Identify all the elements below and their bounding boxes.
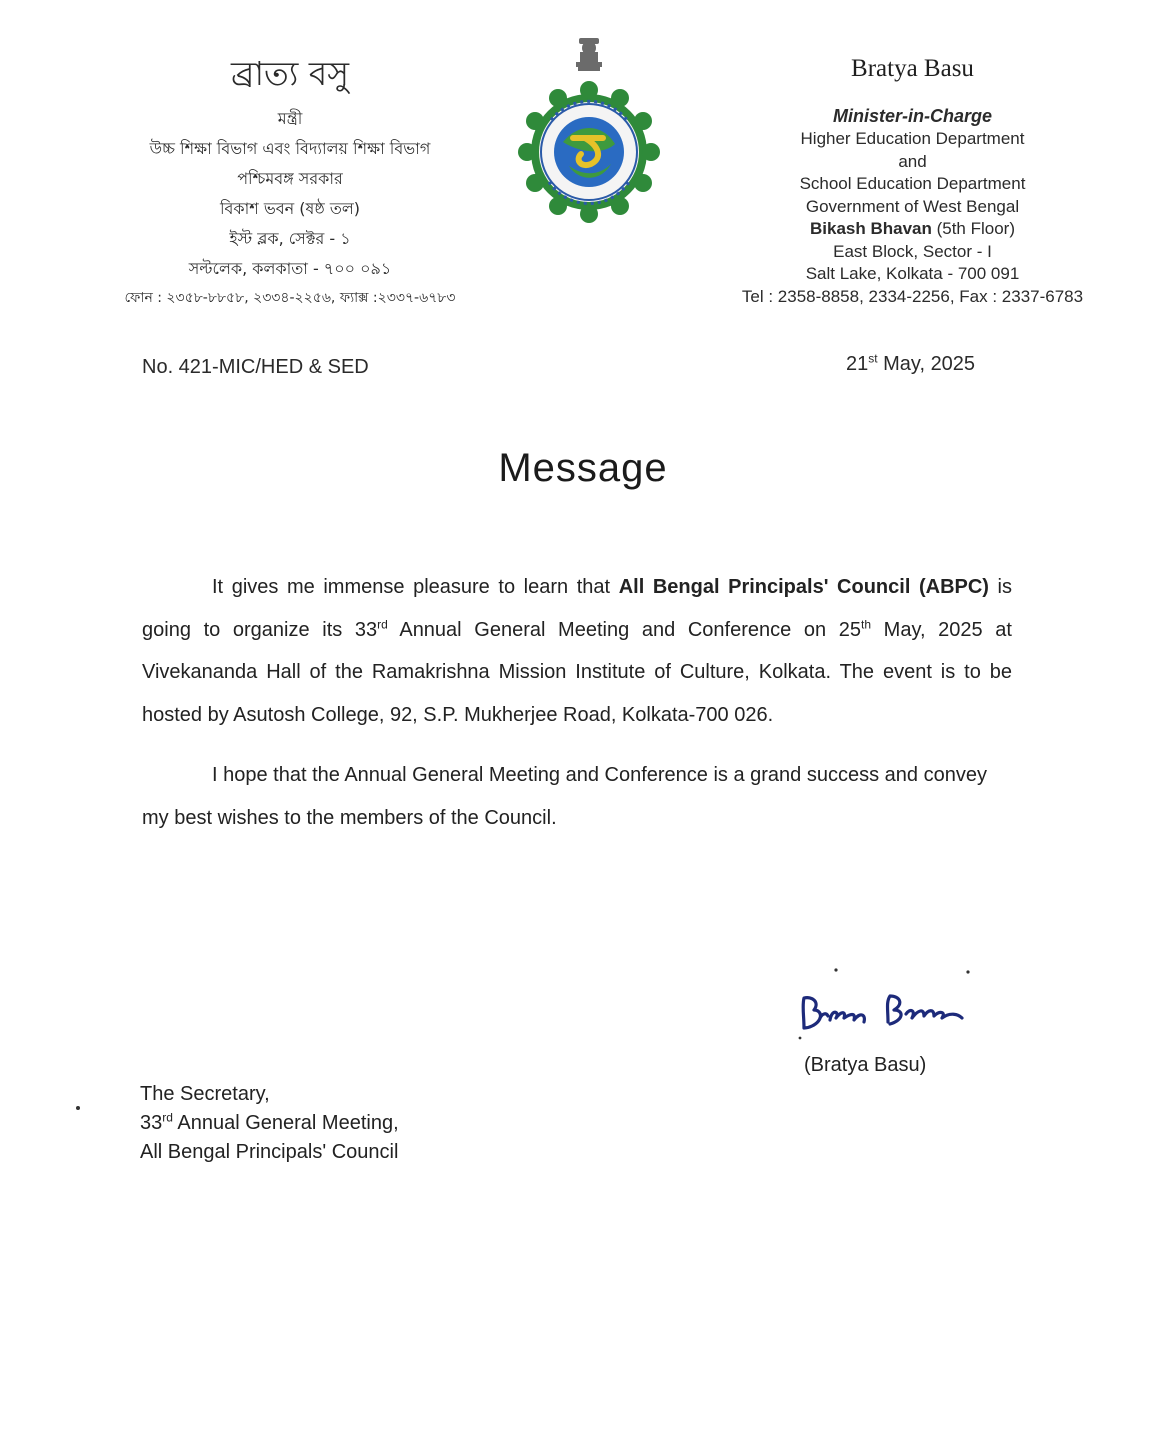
addressee-line-3: All Bengal Principals' Council [140,1141,399,1163]
handwritten-signature [790,962,980,1042]
paragraph-2: I hope that the Annual General Meeting and Conference is a grand success and convey my best wishes to the members of the Council. [142,764,987,829]
addressee-line-1: The Secretary, [140,1083,270,1105]
organization-name: All Bengal Principals' Council (ABPC) [618,576,989,598]
dept-and: and [898,151,927,171]
letterhead-bengali [60,52,520,312]
minister-title: Minister-in-Charge [832,106,992,126]
dept-school-education: School Education Department [799,174,1026,193]
bn-block: ইস্ট ব্লক, সেক্টর - ১ [229,229,351,248]
emblem [518,34,660,224]
p1-text-d: May, 2025 at Vivekananda Hall of the Ramakrishna Mission Institute of Culture, Kolkata. The event is to be hosted by Asutosh College, 92, S.P. Mukherjee Road, Kolkata-700 026. [142,618,1012,726]
minister-name-bengali: ব্রাত্য বসু [230,54,350,93]
date-day: 21 [846,353,869,375]
stray-mark [76,1106,80,1110]
west-bengal-emblem-icon [518,34,660,224]
building [700,218,1125,241]
bn-phone: ফোন : ২৩৫৮-৮৮৫৮, ২৩৩৪-২২৫৬, ফ্যাক্স :২৩৩৭-৬৭৮৩ [124,290,456,306]
message-body [142,566,1012,839]
minister-name: Bratya Basu [851,55,974,82]
page-title: Message [498,446,668,490]
date-rest: May, 2025 [877,353,976,375]
p1-sup-th: th [861,616,872,631]
addressee [140,1080,399,1167]
bn-designation: মন্ত্রী [277,109,303,128]
addressee-num: 33 [140,1112,163,1134]
building-name: Bikash Bhavan [809,219,932,238]
p1-text-c: Annual General Meeting and Conference on 25 [387,618,862,641]
bn-department: উচ্চ শিক্ষা বিভাগ এবং বিদ্যালয় শিক্ষা বিভাগ [149,139,431,158]
government: Government of West Bengal [805,196,1020,216]
city: Salt Lake, Kolkata - 700 091 [805,264,1020,283]
letter-date [846,353,975,376]
telephone: Tel : 2358-8858, 2334-2256, Fax : 2337-6783 [741,286,1084,306]
signatory-name: (Bratya Basu) [804,1054,927,1076]
letterhead-english [700,52,1125,308]
bn-city: সল্টলেক, কলকাতা - ৭০০ ০৯১ [188,259,392,278]
signature-icon [790,962,980,1042]
bn-government: পশ্চিমবঙ্গ সরকার [237,169,343,188]
p1-text-b: is going to organize its 33 [142,576,1013,641]
reference-number: No. 421-MIC/HED & SED [142,356,369,378]
addressee-sup: rd [162,1110,173,1125]
dept-higher-education: Higher Education Department [800,129,1025,148]
p1-text-a: It gives me immense pleasure to learn that [212,576,619,598]
p1-sup-rd: rd [377,616,388,631]
building-floor: (5th Floor) [931,219,1016,238]
addressee-line-2 [140,1109,399,1138]
bn-building: বিকাশ ভবন (ষষ্ঠ তল) [219,199,361,218]
block: East Block, Sector - I [833,241,992,261]
paragraph-1 [142,566,1012,736]
date-suffix: st [868,351,878,366]
addressee-rest: Annual General Meeting, [172,1112,399,1134]
